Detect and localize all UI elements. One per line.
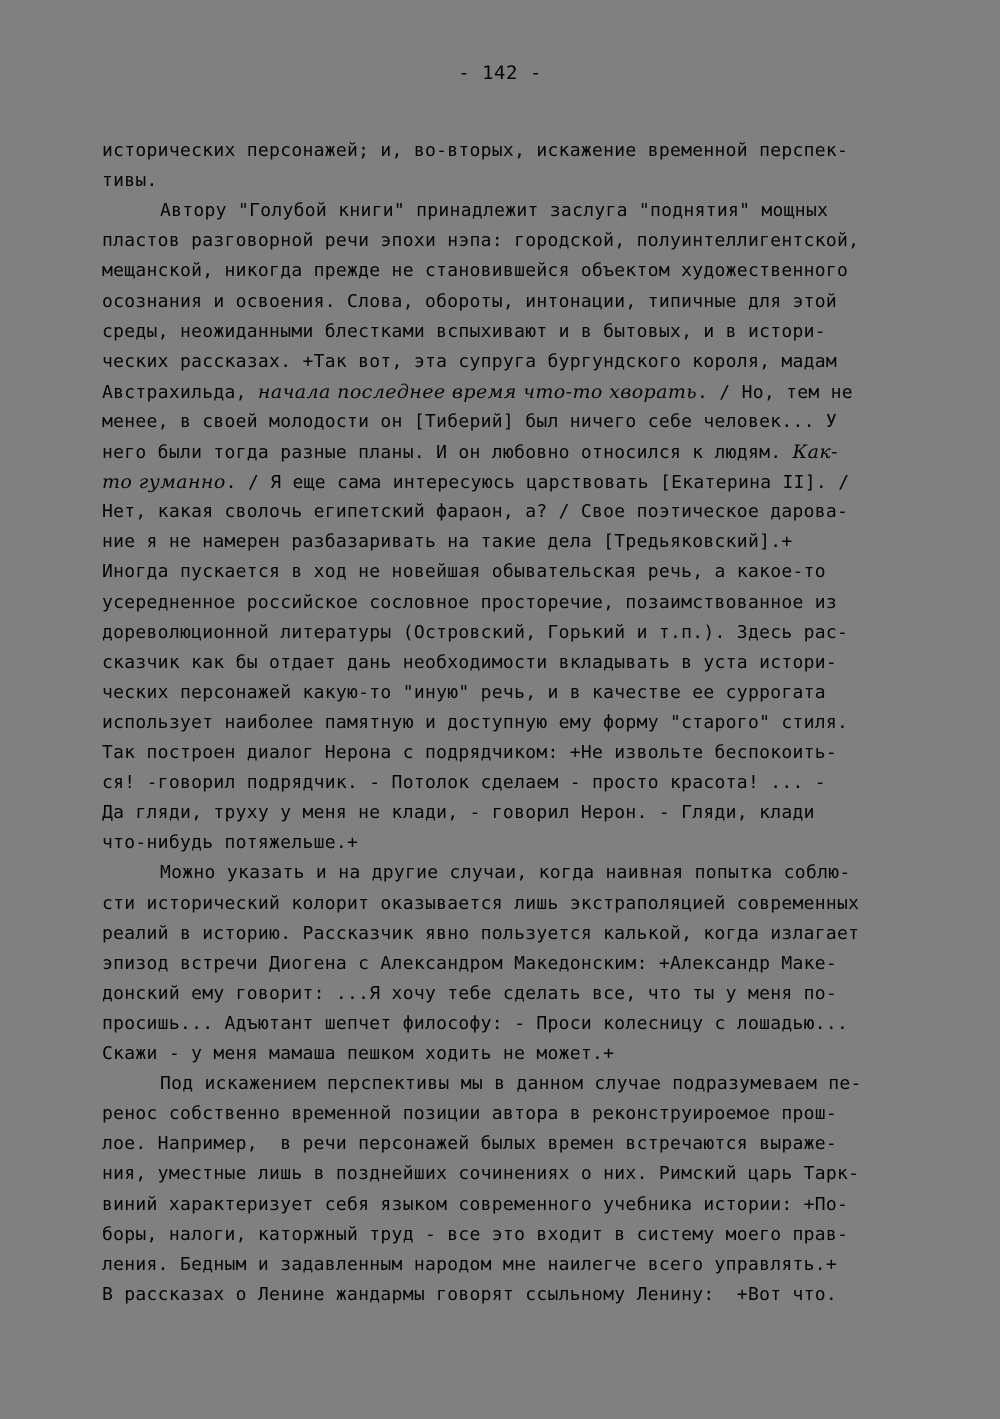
text-line xyxy=(102,467,849,497)
text-segment: боры, налоги, каторжный труд - все это входит в систему моего прав- xyxy=(102,1223,849,1245)
text-segment: ческих персонажей какую-то "иную" речь, и в качестве ее суррогата xyxy=(102,681,826,703)
text-line xyxy=(102,1280,837,1310)
text-segment: лое. Например, в речи персонажей былых времен встречаются выраже- xyxy=(102,1133,838,1155)
italic-quote: то гуманно xyxy=(102,471,226,494)
text-line xyxy=(102,1039,614,1069)
text-segment: Иногда пускается в ход не новейшая обывательская речь, а какое-то xyxy=(102,561,826,583)
text-line xyxy=(160,196,828,226)
text-line xyxy=(102,437,838,467)
text-line xyxy=(102,648,837,678)
text-line xyxy=(102,678,826,708)
text-segment: ческих рассказах. +Так вот, эта супруга бургундского короля, мадам xyxy=(102,350,838,372)
text-segment: усередненное российское сословное просторечие, позаимствованное из xyxy=(102,591,838,613)
text-line xyxy=(102,1129,837,1159)
text-line xyxy=(102,1220,848,1250)
text-line xyxy=(102,588,837,618)
text-line xyxy=(102,1009,848,1039)
text-line xyxy=(102,828,358,858)
text-line xyxy=(102,919,859,949)
text-line xyxy=(102,798,815,828)
text-line xyxy=(102,256,848,286)
text-line xyxy=(102,738,837,768)
text-line xyxy=(102,377,853,407)
text-segment: сказчик как бы отдает дань необходимости вкладывать в уста истори- xyxy=(102,651,838,673)
text-segment: менее, в своей молодости он [Тиберий] был ничего себе человек... У xyxy=(102,410,838,432)
text-line xyxy=(102,347,837,377)
text-line xyxy=(102,166,158,196)
text-line xyxy=(160,858,851,888)
text-segment: . / Я еще сама интересуюсь царствовать [Екатерина II]. / xyxy=(225,472,850,494)
page-number: - 142 - xyxy=(458,62,542,84)
text-line xyxy=(102,1250,837,1280)
text-line xyxy=(102,136,848,166)
italic-quote: начала последнее время что-то хворать xyxy=(257,380,698,403)
text-segment: . / Но, тем не xyxy=(697,381,853,403)
text-line xyxy=(102,889,859,919)
text-segment: реалий в историю. Рассказчик явно пользуется калькой, когда излагает xyxy=(102,922,860,944)
text-segment: осознания и освоения. Слова, обороты, интонации, типичные для этой xyxy=(102,290,838,312)
text-segment: мещанской, никогда прежде не становившейся объектом художественного xyxy=(102,260,849,282)
text-segment: тивы. xyxy=(102,170,158,192)
text-segment: ся! -говорил подрядчик. - Потолок сделаем - просто красота! ... - xyxy=(102,772,826,794)
text-line xyxy=(102,1099,837,1129)
text-segment: пластов разговорной речи эпохи нэпа: городской, полуинтеллигентской, xyxy=(102,230,860,252)
text-segment: виний характеризует себя языком современного учебника истории: +По- xyxy=(102,1193,849,1215)
text-segment: Под искажением перспективы мы в данном случае подразумеваем пе- xyxy=(160,1073,862,1095)
text-line xyxy=(102,226,859,256)
text-segment: него были тогда разные планы. И он любовно относился к людям. xyxy=(102,442,793,463)
text-segment: ления. Бедным и задавленным народом мне наилегче всего управлять.+ xyxy=(102,1253,838,1275)
text-segment: Автору "Голубой книги" принадлежит заслуга "поднятия" мощных xyxy=(160,200,829,222)
text-segment: Да гляди, труху у меня не клади, - говорил Нерон. - Гляди, клади xyxy=(102,802,815,824)
text-segment: что-нибудь потяжельше.+ xyxy=(102,832,359,854)
text-segment: Так построен диалог Нерона с подрядчиком: +Не извольте беспокоить- xyxy=(102,742,838,763)
text-segment: просишь... Адъютант шепчет философу: - Проси колесницу с лошадью... xyxy=(102,1012,849,1034)
text-segment: В рассказах о Ленине жандармы говорят ссыльному Ленину: +Вот что. xyxy=(102,1283,838,1305)
text-line xyxy=(102,287,837,317)
text-segment: ние я не намерен разбазаривать на такие дела [Тредьяковский].+ xyxy=(102,531,793,553)
text-segment: исторических персонажей; и, во-вторых, искажение временной перспек- xyxy=(102,140,849,161)
text-line xyxy=(102,949,837,979)
text-line xyxy=(102,557,826,587)
text-segment: сти исторический колорит оказывается лишь экстраполяцией современных xyxy=(102,892,860,914)
text-line xyxy=(102,497,848,527)
text-segment: использует наиболее памятную и доступную ему форму "старого" стиля. xyxy=(102,711,849,733)
text-segment: эпизод встречи Диогена с Александром Македонским: +Александр Маке- xyxy=(102,952,838,974)
text-segment: донский ему говорит: ...Я хочу тебе сделать все, что ты у меня по- xyxy=(102,982,838,1004)
text-segment: Австрахильда, xyxy=(102,381,258,403)
text-line xyxy=(102,768,826,798)
text-line xyxy=(102,317,826,347)
text-segment: среды, неожиданными блестками вспыхивают и в бытовых, и в истори- xyxy=(102,320,826,342)
italic-quote: Как- xyxy=(792,441,838,463)
text-line xyxy=(160,1069,862,1099)
text-line xyxy=(102,407,837,437)
text-line xyxy=(102,618,848,648)
text-segment: Скажи - у меня мамаша пешком ходить не может.+ xyxy=(102,1043,615,1064)
text-line xyxy=(102,1190,848,1220)
text-line xyxy=(102,979,837,1009)
text-line xyxy=(102,527,793,557)
text-segment: ния, уместные лишь в позднейших сочинениях о них. Римский царь Тарк- xyxy=(102,1163,860,1185)
text-segment: Нет, какая сволочь египетский фараон, а? / Свое поэтическое дарова- xyxy=(102,501,849,523)
text-segment: ренос собственно временной позиции автора в реконструироемое прош- xyxy=(102,1103,838,1125)
text-line xyxy=(102,1159,859,1189)
text-line xyxy=(102,708,848,738)
text-segment: Можно указать и на другие случаи, когда наивная попытка соблю- xyxy=(160,862,851,884)
text-segment: дореволюционной литературы (Островский, Горький и т.п.). Здесь рас- xyxy=(102,621,849,643)
